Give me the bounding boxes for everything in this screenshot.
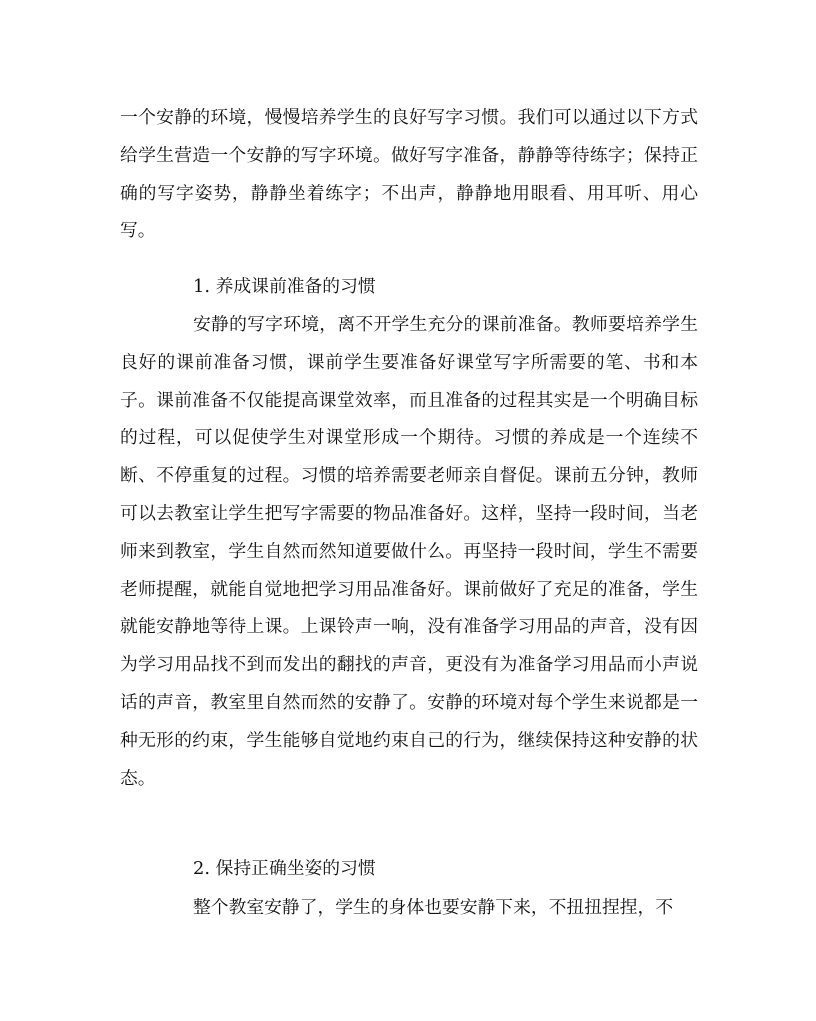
section-heading-1: 1. 养成课前准备的习惯 [193,276,376,297]
paragraph-posture: 整个教室安静了，学生的身体也要安静下来，不扭扭捏捏，不 [193,897,674,918]
section-heading-2: 2. 保持正确坐姿的习惯 [193,858,376,879]
paragraph-preparation: 安静的写字环境，离不开学生充分的课前准备。教师要培养学生良好的课前准备习惯，课前学生要准备好课堂写字所需要的笔、书和本子。课前准备不仅能提高课堂效率，而且准备的过程其实是一个明确目标的过程，可以促使学生对课堂形成一个期待。习惯的养成是一个连续不断、不停重复的过程。习惯的培养需要老师亲自督促。课前五分钟，教师可以去教室让学生把写字需要的物品准备好。这样，坚持一段时间，当老师来到教室，学生自然而然知道要做什么。再坚持一段时间，学生不需要老师提醒，就能自觉地把学习用品准备好。课前做好了充足的准备，学生就能安静地等待上课。上课铃声一响，没有准备学习用品的声音，没有因为学习用品找不到而发出的翻找的声音，更没有为准备学习用品而小声说话的声音，教室里自然而然的安静了。安静的环境对每个学生来说都是一种无形的约束，学生能够自觉地约束自己的行为，继续保持这种安静的状态。 [120,314,698,789]
paragraph-continuation: 一个安静的环境，慢慢培养学生的良好写字习惯。我们可以通过以下方式给学生营造一个安静的写字环境。做好写字准备，静静等待练字；保持正确的写字姿势，静静坐着练字；不出声，静静地用眼看、用耳听、用心写。 [120,107,698,242]
